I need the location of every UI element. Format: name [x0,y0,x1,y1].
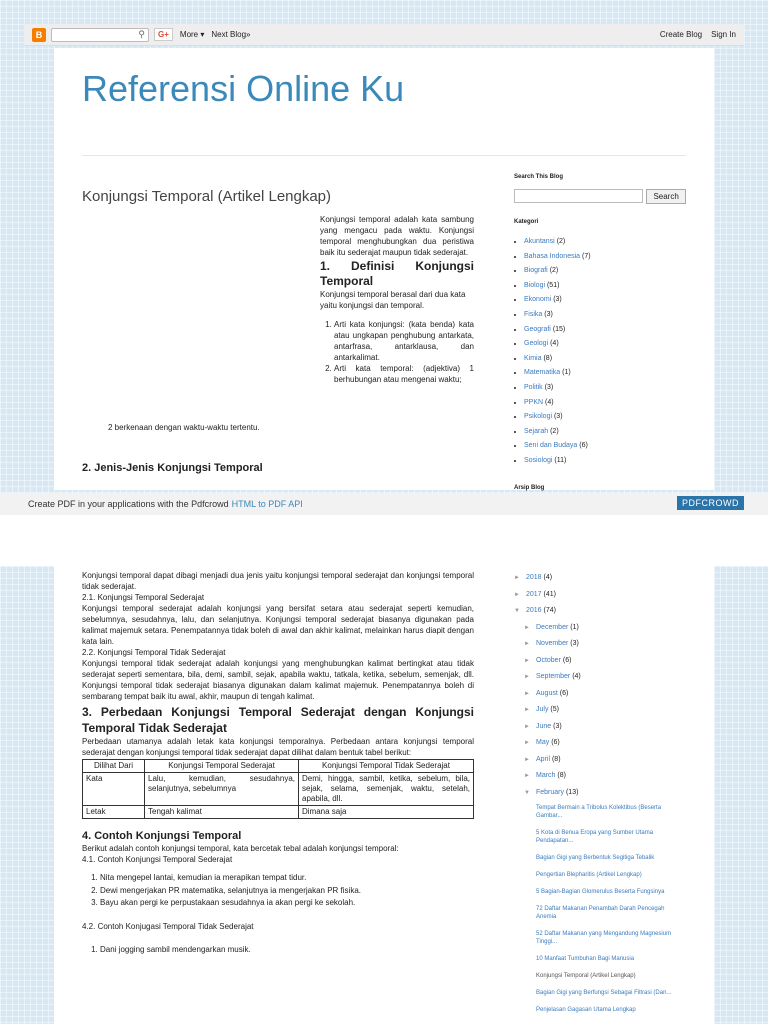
category-link[interactable]: Kimia [524,354,542,362]
category-item [524,410,686,425]
comparison-table [82,759,474,819]
category-count: (2) [549,267,559,275]
category-link[interactable]: Seni dan Budaya [524,442,578,450]
category-link[interactable]: Ekonomi [524,296,552,304]
examples-list-1 [100,872,474,910]
category-count: (3) [553,296,562,304]
table-header: Dilihat Dari [83,760,145,773]
category-item [524,337,686,352]
sidebar [514,174,686,491]
examples-list-2 [100,944,474,955]
table-header: Konjungsi Temporal Tidak Sederajat [299,760,474,773]
footer-text: Create PDF in your applications with the Pdfcrowd [28,499,229,509]
blog-content [54,566,714,1024]
archive-post-link[interactable]: 5 Bagian-Bagian Glomerulus Beserta Fungsinya [536,889,665,895]
archive-month [524,785,686,802]
collapse-icon[interactable]: ▼ [514,608,520,614]
table-row [83,806,474,819]
category-link[interactable]: Bahasa Indonesia [524,252,581,260]
archive-count: (8) [557,772,566,779]
pdf-footer [0,493,768,515]
archive-month [524,768,686,785]
category-item [524,308,686,323]
next-blog-link[interactable]: Next Blog» [211,30,251,39]
archive-month [524,669,686,686]
expand-icon[interactable]: ► [524,773,530,779]
archive-year [514,570,686,587]
expand-icon[interactable]: ► [524,690,530,697]
archive-month [524,686,686,703]
table-cell: Demi, hingga, sambil, ketika, sebelum, bila, sejak, selama, semenjak, waktu, setelah, apabila, dll. [299,773,474,806]
definition-paragraph: Konjungsi temporal berasal dari dua kata yaitu konjungsi dan temporal. [320,290,466,310]
definition-list [334,319,474,385]
archive-post-link[interactable]: Bagian Gigi yang Berfungsi Sebagai Filtrasi (Dan... [536,990,672,996]
table-header: Konjungsi Temporal Sederajat [145,760,299,773]
category-item [524,352,686,367]
expand-icon[interactable]: ► [524,707,530,713]
category-item [524,454,686,469]
category-link[interactable]: Geografi [524,325,551,333]
archive-link[interactable]: September [536,673,571,680]
footer-link[interactable]: HTML to PDF API [231,499,303,509]
category-count: (4) [550,340,559,348]
search-button[interactable]: Search [646,189,686,204]
blogger-navbar [24,24,744,46]
archive-month [524,653,686,670]
post-body-continued [82,570,474,955]
category-link[interactable]: Akuntansi [524,238,555,245]
category-list [524,235,686,469]
list-item: 1. Dani jogging sambil mendengarkan musik. [100,944,474,955]
category-item [524,396,686,411]
category-link[interactable]: Geologi [524,340,549,348]
archive-year [514,603,686,620]
archive-count: (74) [543,607,556,614]
category-link[interactable]: Sejarah [524,427,549,435]
section-heading-2: 2. Jenis-Jenis Konjungsi Temporal [82,462,263,474]
list-item: 2. Arti kata temporal: (adjektiva) 1 berhubungan atau mengenai waktu; [334,363,474,385]
archive-post-link[interactable]: 5 Kota di Benua Eropa yang Sumber Utama Pendapatan... [536,830,654,844]
subsection-4-2: 4.2. Contoh Konjugasi Temporal Tidak Sederajat [82,921,254,931]
archive-count: (5) [550,706,559,713]
archive-post-link[interactable]: Tempat Bermain a Tribolus Kolektibus (Beserta Gambar... [536,805,662,819]
archive-post-list [536,804,686,1014]
paragraph: 2.2. Konjungsi Temporal Tidak Sederajat [82,648,226,657]
archive-link[interactable]: December [536,623,569,631]
divider [82,155,686,156]
table-cell: Tengah kalimat [145,806,299,819]
category-count: (1) [562,369,571,377]
section-heading-3: 3. Perbedaan Konjungsi Temporal Sederajat dengan Konjungsi Temporal Tidak Sederajat [82,705,474,735]
category-link[interactable]: Sosiologi [524,456,553,464]
archive-month [524,735,686,752]
category-item [524,323,686,338]
search-widget [514,189,686,204]
archive-link[interactable]: August [536,689,558,697]
archive-link[interactable]: June [536,722,552,730]
expand-icon[interactable]: ► [524,657,530,664]
archive-link[interactable]: 2017 [526,590,542,598]
paragraph: Konjungsi temporal dapat dibagi menjadi dua jenis yaitu konjungsi temporal sederajat dan konjungsi temporal tidak sederajat. [82,571,474,591]
list-item: 3. Bayu akan pergi ke perpustakaan sesudahnya ia akan pergi ke sekolah. [100,897,474,910]
category-link[interactable]: Fisika [524,310,543,318]
archive-link[interactable]: February [536,788,565,796]
section-heading-4: 4. Contoh Konjungsi Temporal [82,830,242,842]
archive-month [524,620,686,637]
archive-month [524,636,686,653]
archive-month [524,752,686,769]
category-link[interactable]: Biologi [524,281,546,289]
category-count: (2) [556,238,566,245]
category-link[interactable]: Politik [524,383,543,391]
archive-post-link[interactable]: Konjungsi Temporal (Artikel Lengkap) [536,973,636,979]
category-item [524,366,686,381]
paragraph: 2.1. Konjungsi Temporal Sederajat [82,593,205,602]
difference-paragraph: Perbedaan utamanya adalah letak kata konjungsi temporalnya. Perbedaan antara konjungsi temporal sederajat dengan konjungsi temporal tidak sederajat dapat dilihat dalam bentuk tabel berikut: [82,737,474,757]
category-item [524,235,686,250]
more-menu[interactable]: More ▾ [179,30,205,39]
category-count: (4) [545,398,554,406]
search-widget-title: Search This Blog [514,174,564,180]
category-count: (3) [553,413,563,421]
category-count: (2) [550,427,559,435]
archive-post-link[interactable]: Penjelasan Gagasan Utama Lengkap [536,1007,636,1013]
sidebar-search-input[interactable] [514,189,643,203]
google-plus-button[interactable]: G+ [154,28,173,41]
archive-link[interactable]: 2018 [526,574,542,581]
category-link[interactable]: PPKN [524,398,544,406]
archive-title: Arsip Blog [514,484,545,491]
expand-icon[interactable]: ► [524,674,530,680]
archive-count: (6) [559,689,569,697]
archive-link[interactable]: July [536,706,549,713]
sign-in-link[interactable]: Sign In [711,30,736,39]
post-title: Konjungsi Temporal (Artikel Lengkap) [82,188,332,205]
category-count: (6) [579,442,588,450]
category-item [524,250,686,265]
expand-icon[interactable]: ► [514,591,520,598]
post-body-column [320,214,474,385]
category-title: Kategori [514,219,539,225]
archive-link[interactable]: November [536,640,569,647]
category-link[interactable]: Biografi [524,267,548,275]
archive-post-link[interactable]: 52 Daftar Makanan yang Mengandung Magnesium Tinggi... [536,931,672,945]
archive-count: (6) [562,656,572,664]
category-item [524,425,686,440]
list-item: 2. Dewi mengerjakan PR matematika, selanjutnya ia mengerjakan PR fisika. [100,885,474,898]
definition-continuation: 2 berkenaan dengan waktu-waktu tertentu. [108,423,260,432]
examples-intro: Berikut adalah contoh konjungsi temporal, kata bercetak tebal adalah konjungsi temporal: [82,844,399,853]
paragraph: Konjungsi temporal sederajat adalah konjungsi yang bersifat setara atau sederajat seperti kemudian, sebelumnya, sesudahnya, lalu, dan selanjutnya. Konjungsi temporal sederajat biasanya digunakan pada kalimat majemuk setara. Penempatannya tidak boleh di awal dan akhir kalimat, melainkan harus diapit dengan kata lain. [82,604,474,646]
search-icon[interactable]: ⚲ [138,28,145,39]
category-link[interactable]: Psikologi [524,413,553,421]
table-cell: Kata [83,773,145,806]
archive-count: (13) [565,788,579,796]
types-section [82,570,474,702]
archive-month [524,719,686,736]
archive-link[interactable]: October [536,656,561,664]
archive-link[interactable]: 2016 [526,607,542,614]
table-cell: Dimana saja [299,806,474,819]
archive-count: (4) [543,574,553,581]
category-count: (11) [554,456,567,464]
category-count: (51) [546,281,560,289]
archive-count: (6) [551,739,560,746]
archive-count: (4) [572,673,581,680]
blogger-logo-icon[interactable]: B [32,28,46,42]
category-item [524,279,686,294]
expand-icon[interactable]: ► [524,740,530,746]
archive-link[interactable]: May [536,739,550,746]
category-item [524,439,686,454]
category-count: (3) [544,383,554,391]
archive-post-link[interactable]: Bagian Gigi yang Berbentuk Segitiga Tebalik [536,855,655,861]
intro-paragraph: Konjungsi temporal adalah kata sambung yang mengacu pada waktu. Konjungsi temporal menghubungkan dua peristiwa baik itu sederajat maupun tidak sederajat. [320,215,474,257]
archive-link[interactable]: April [536,755,551,763]
pdf-page-2 [0,566,768,1024]
expand-icon[interactable]: ► [524,624,530,631]
expand-icon[interactable]: ► [524,641,530,647]
expand-icon[interactable]: ► [514,575,520,581]
archive-count: (3) [553,722,562,730]
archive-count: (41) [543,590,556,598]
create-blog-link[interactable]: Create Blog [659,30,703,39]
category-count: (8) [543,354,553,362]
paragraph: Konjungsi temporal tidak sederajat adalah konjungsi yang menghubungkan kalimat bertingkat atau tidak sederajat seperti sementara, bila, demi, sambil, sejak, apabila waktu, tatkala, ketika, sebelum, semenjak, dll. Konjungsi temporal tidak sederajat biasanya digunakan dalam kalimat majemuk. Penempatannya boleh di sembarang tempat baik itu awal, akhir, maupun di tengah kalimat. [82,659,474,701]
list-item: 1. Arti kata konjungsi: (kata benda) kata atau ungkapan penghubung antarkata, antarfrasa, antarklausa, dan antarkalimat. [334,319,474,363]
section-heading-1: 1. Definisi Konjungsi Temporal [320,259,474,288]
expand-icon[interactable]: ► [524,756,530,763]
blog-archive [514,570,686,1023]
subsection-4-1: 4.1. Contoh Konjungsi Temporal Sederajat [82,855,233,864]
category-count: (3) [544,310,553,318]
table-cell: Lalu, kemudian, sesudahnya, selanjutnya, sebelumnya [145,773,299,806]
expand-icon[interactable]: ► [524,723,530,730]
blog-content [54,48,714,490]
page-gap [0,515,768,566]
blog-title[interactable]: Referensi Online Ku [82,68,405,109]
category-link[interactable]: Matematika [524,369,561,377]
category-count: (15) [552,325,566,333]
navbar-search-input[interactable] [51,28,149,42]
table-row [83,773,474,806]
category-item [524,264,686,279]
archive-year [514,587,686,604]
archive-count: (8) [551,755,561,763]
archive-post-link[interactable]: 10 Manfaat Tumbuhan Bagi Manusia [536,956,635,962]
archive-month [524,702,686,719]
archive-count: (1) [570,623,579,631]
category-count: (7) [582,252,591,260]
table-cell: Letak [83,806,145,819]
archive-count: (3) [570,640,579,647]
archive-post-link[interactable]: Pengertian Blepharitis (Artikel Lengkap) [536,872,642,878]
collapse-icon[interactable]: ▼ [524,789,530,796]
archive-link[interactable]: March [536,772,556,779]
pdfcrowd-badge[interactable]: PDFCROWD [677,496,744,510]
category-item [524,381,686,396]
archive-post-link[interactable]: 72 Daftar Makanan Penambah Darah Pencegah Anemia [536,906,665,920]
category-item [524,293,686,308]
list-item: 1. Nita mengepel lantai, kemudian ia merapikan tempat tidur. [100,872,474,885]
